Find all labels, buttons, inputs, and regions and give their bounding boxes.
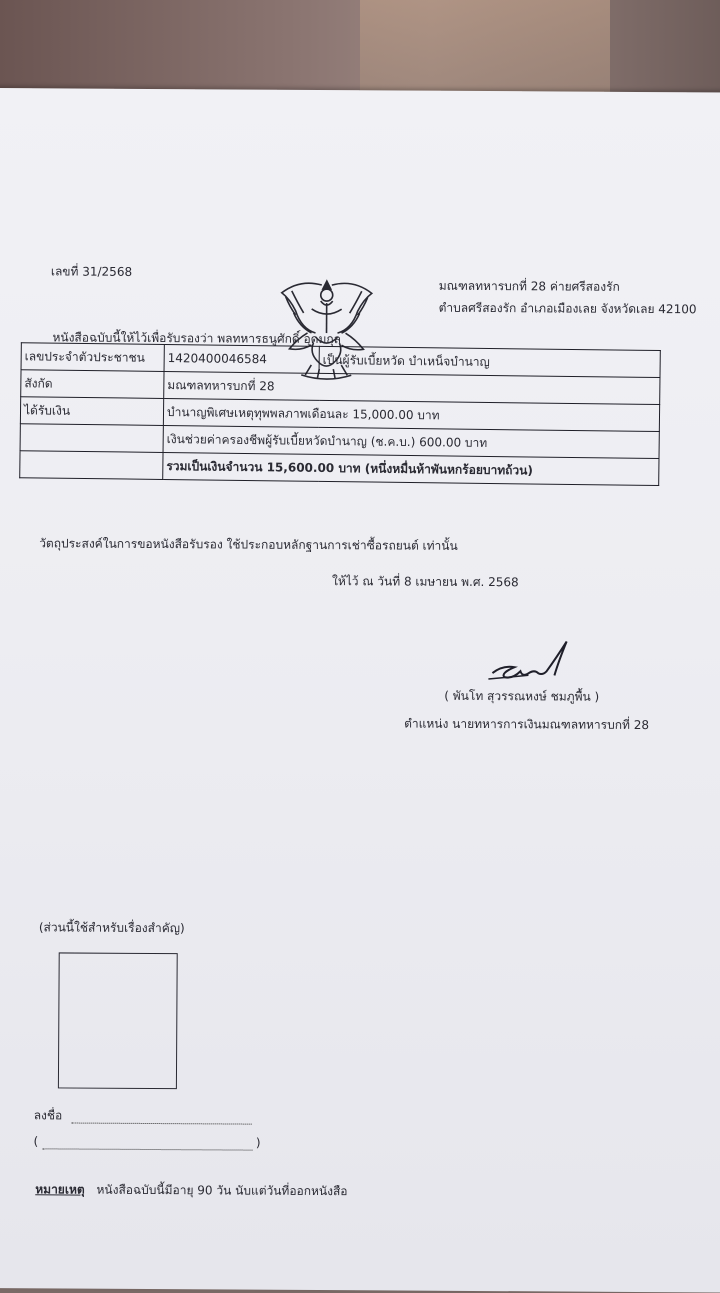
intro-line: หนังสือฉบับนี้ให้ไว้เพื่อรับรองว่า พลทหารธนูศักดิ์ อุดมกุล xyxy=(52,330,342,347)
important-note: (ส่วนนี้ใช้สำหรับเรื่องสำคัญ) xyxy=(38,920,185,936)
name-dotted-line xyxy=(42,1134,252,1150)
allowance-value: เงินช่วยค่าครองชีพผู้รับเบี้ยหวัดบำนาญ (ช.ค.บ.) 600.00 บาท xyxy=(163,425,659,458)
total-value: รวมเป็นเงินจำนวน 15,600.00 บาท (หนึ่งหมื่นห้าพันหกร้อยบาทถ้วน) xyxy=(163,452,659,485)
paren-close: ) xyxy=(255,1135,261,1150)
pension-value: บำนาญพิเศษเหตุทุพพลภาพเดือนละ 15,000.00 บาท xyxy=(163,398,659,431)
document-number: เลขที่ 31/2568 xyxy=(50,264,133,279)
remark-text: หนังสือฉบับนี้มีอายุ 90 วัน นับแต่วันที่ออกหนังสือ xyxy=(96,1182,348,1199)
signature-icon xyxy=(484,639,594,690)
id-value: 1420400046584 xyxy=(164,344,319,373)
date-line: ให้ไว้ ณ วันที่ 8 เมษายน พ.ศ. 2568 xyxy=(331,574,519,590)
unit-value: มณฑลทหารบกที่ 28 xyxy=(164,371,660,404)
photo-box xyxy=(58,952,178,1089)
signer-name: ( พันโท สุวรรณหงษ์ ชมภูพื้น ) xyxy=(444,688,600,704)
id-label: เลขประจำตัวประชาชน xyxy=(21,343,164,372)
purpose-line: วัตถุประสงค์ในการขอหนังสือรับรอง ใช้ประกอบหลักฐานการเช่าซื้อรถยนต์ เท่านั้น xyxy=(39,536,458,553)
id-note: เป็นผู้รับเบี้ยหวัด บำเหน็จบำนาญ xyxy=(319,346,660,377)
info-table xyxy=(19,342,661,486)
remark-line xyxy=(35,1180,347,1201)
remark-label: หมายเหตุ xyxy=(35,1182,85,1197)
sign-label: ลงชื่อ xyxy=(33,1108,63,1123)
empty-cell xyxy=(20,424,163,453)
unit-label: สังกัด xyxy=(21,370,164,399)
sign-dotted-line xyxy=(72,1109,252,1125)
sign-line xyxy=(34,1106,253,1126)
organization-name: มณฑลทหารบกที่ 28 ค่ายศรีสองรัก xyxy=(438,278,620,294)
income-label: ได้รับเงิน xyxy=(20,397,163,426)
empty-cell xyxy=(20,451,163,480)
paren-open: ( xyxy=(33,1134,39,1149)
name-line xyxy=(34,1134,261,1150)
background-stripe xyxy=(360,0,610,95)
organization-address: ตำบลศรีสองรัก อำเภอเมืองเลย จังหวัดเลย 42100 xyxy=(438,300,697,317)
document-page xyxy=(0,88,720,1292)
signer-position: ตำแหน่ง นายทหารการเงินมณฑลทหารบกที่ 28 xyxy=(404,716,650,733)
